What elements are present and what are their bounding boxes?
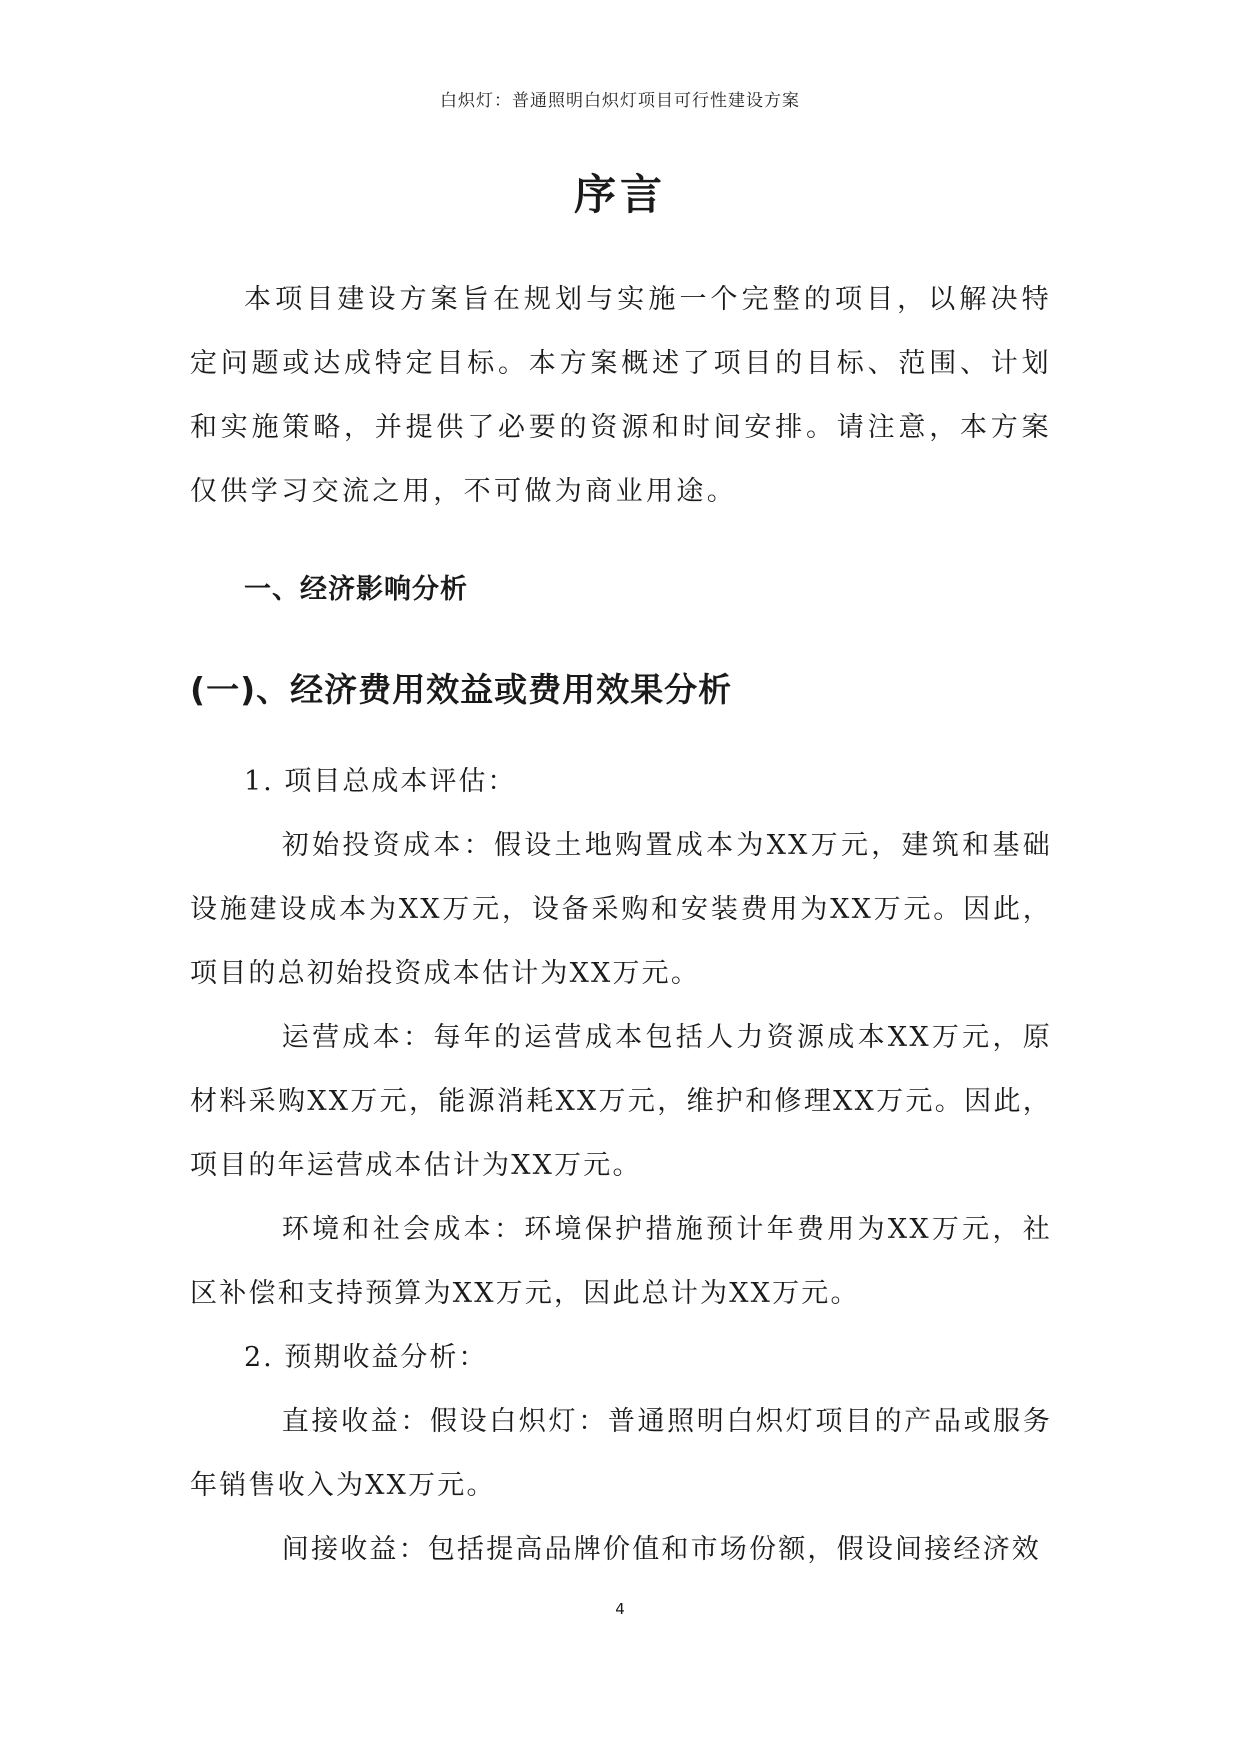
list-item-cost-assessment: 1. 项目总成本评估： [244, 766, 517, 797]
subsection-heading: (一)、经济费用效益或费用效果分析 [190, 670, 733, 709]
document-body [190, 268, 1052, 1582]
page-number: 4 [615, 1600, 625, 1618]
environmental-cost-paragraph: 环境和社会成本：环境保护措施预计年费用为XX万元，社区补偿和支持预算为XX万元，因此总计为XX万元。 [190, 1214, 1052, 1309]
indirect-revenue-paragraph: 间接收益：包括提高品牌价值和市场份额，假设间接经济效 [281, 1534, 1041, 1565]
page-title: 序言 [573, 170, 666, 219]
section-heading: 一、经济影响分析 [244, 574, 468, 605]
direct-revenue-paragraph: 直接收益：假设白炽灯：普通照明白炽灯项目的产品或服务年销售收入为XX万元。 [190, 1406, 1052, 1501]
initial-investment-paragraph: 初始投资成本：假设土地购置成本为XX万元，建筑和基础设施建设成本为XX万元，设备采购和安装费用为XX万元。因此，项目的总初始投资成本估计为XX万元。 [190, 830, 1052, 989]
running-header: 白炽灯：普通照明白炽灯项目可行性建设方案 [440, 91, 800, 111]
operating-cost-paragraph: 运营成本：每年的运营成本包括人力资源成本XX万元，原材料采购XX万元，能源消耗XX万元，维护和修理XX万元。因此，项目的年运营成本估计为XX万元。 [190, 1022, 1052, 1181]
preface-paragraph: 本项目建设方案旨在规划与实施一个完整的项目，以解决特定问题或达成特定目标。本方案概述了项目的目标、范围、计划和实施策略，并提供了必要的资源和时间安排。请注意，本方案仅供学习交流之用，不可做为商业用途。 [190, 284, 1052, 507]
list-item-revenue-analysis: 2. 预期收益分析： [244, 1342, 488, 1373]
